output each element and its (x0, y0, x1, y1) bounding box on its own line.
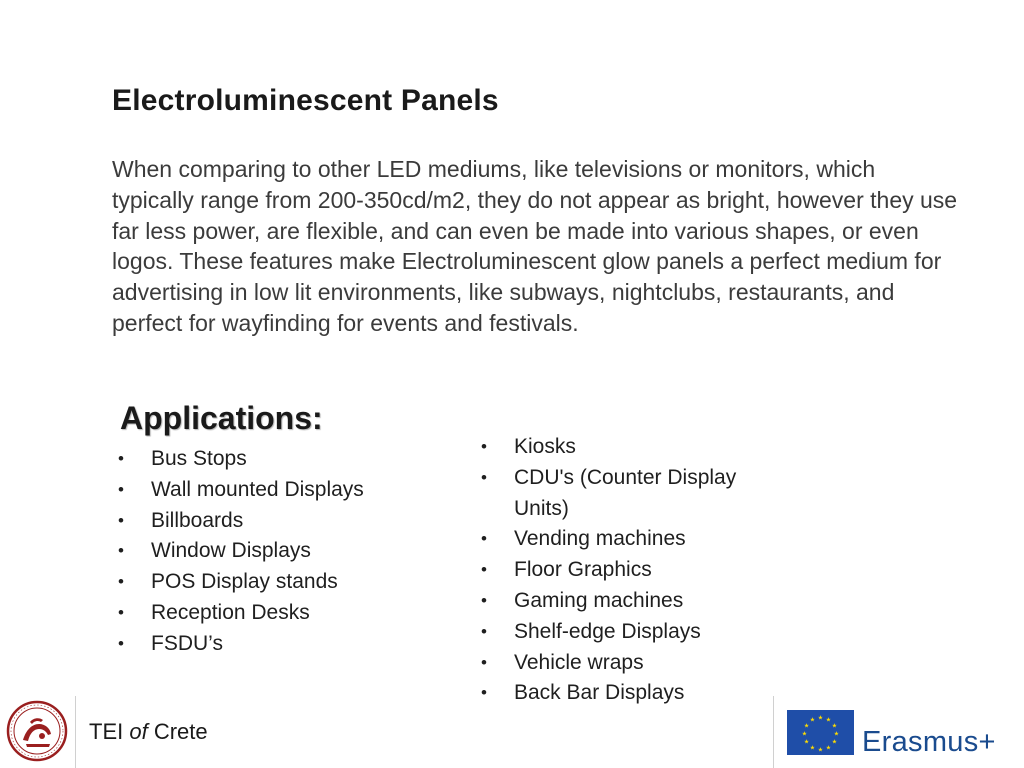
eu-flag-icon (787, 710, 854, 755)
list-item (479, 555, 769, 586)
list-item-label: Wall mounted Displays (151, 477, 364, 501)
svg-text:★: ★ (817, 746, 824, 754)
list-item (116, 506, 364, 537)
list-item-label: CDU's (Counter Display Units) (514, 465, 737, 520)
bullet-icon: • (118, 510, 124, 530)
bullet-icon: • (481, 560, 487, 580)
svg-text:★: ★ (825, 716, 832, 724)
bullet-icon: • (481, 652, 487, 672)
list-item (479, 617, 769, 648)
list-item (116, 475, 364, 506)
svg-text:★: ★ (803, 722, 810, 730)
bullet-icon: • (118, 602, 124, 622)
svg-text:★: ★ (817, 714, 824, 722)
bullet-icon: • (118, 479, 124, 499)
list-item (479, 678, 769, 709)
intro-paragraph: When comparing to other LED mediums, like televisions or monitors, which typically range from 200-350cd/m2, they do not appear as bright, however they use far less power, are flexible, and can even be made into various shapes, or even logos. These features make Electroluminescent glow panels a perfect medium for advertising in low lit environments, like subways, nightclubs, restaurants, and perfect for wayfinding for events and festivals. (112, 156, 958, 336)
footer-divider (773, 696, 774, 768)
list-item-label: Kiosks (514, 435, 576, 458)
erasmus-plus-logo: Erasmus+ (862, 726, 996, 758)
list-item-label: Reception Desks (151, 600, 310, 624)
list-item-label: Vehicle wraps (514, 650, 644, 674)
svg-text:★: ★ (831, 738, 838, 746)
list-item (479, 648, 769, 679)
svg-text:★: ★ (833, 730, 840, 738)
bullet-icon: • (481, 529, 487, 549)
svg-text:★: ★ (825, 744, 832, 752)
list-item-label: FSDU’s (151, 631, 223, 655)
svg-text:★: ★ (809, 716, 816, 724)
list-item (116, 444, 364, 475)
bullet-icon: • (118, 449, 124, 468)
list-item-label: Back Bar Displays (514, 681, 685, 705)
svg-text:★: ★ (831, 722, 838, 730)
list-item-label: Shelf-edge Displays (514, 619, 701, 643)
institution-name: TEI of Crete (89, 719, 208, 744)
applications-heading: Applications: (120, 400, 323, 436)
svg-text:★: ★ (803, 738, 810, 746)
bullet-icon: • (481, 590, 487, 610)
footer-divider (75, 696, 76, 768)
list-item-label: Gaming machines (514, 588, 684, 612)
bullet-icon: • (118, 541, 124, 561)
bullet-icon: • (481, 683, 487, 703)
svg-text:★: ★ (801, 730, 808, 738)
list-item-label: Vending machines (514, 527, 686, 551)
list-item-label: Billboards (151, 508, 244, 532)
list-item (116, 536, 364, 567)
list-item (479, 432, 769, 463)
list-item (116, 567, 364, 598)
bullet-icon: • (481, 437, 487, 456)
bullet-icon: • (481, 467, 487, 487)
list-item-label: Floor Graphics (514, 558, 652, 582)
slide-title: Electroluminescent Panels (112, 84, 499, 117)
svg-text:★: ★ (809, 744, 816, 752)
list-item-label: Window Displays (151, 539, 311, 563)
list-item (116, 629, 364, 660)
bullet-icon: • (118, 633, 124, 653)
list-item (479, 463, 769, 525)
bullet-icon: • (118, 572, 124, 592)
bullet-icon: • (481, 621, 487, 641)
applications-list-left (116, 444, 364, 660)
university-seal-icon (6, 700, 68, 762)
applications-list-right (479, 432, 769, 709)
list-item (116, 598, 364, 629)
list-item (479, 524, 769, 555)
list-item-label: POS Display stands (151, 570, 338, 594)
list-item (479, 586, 769, 617)
list-item-label: Bus Stops (151, 447, 247, 470)
